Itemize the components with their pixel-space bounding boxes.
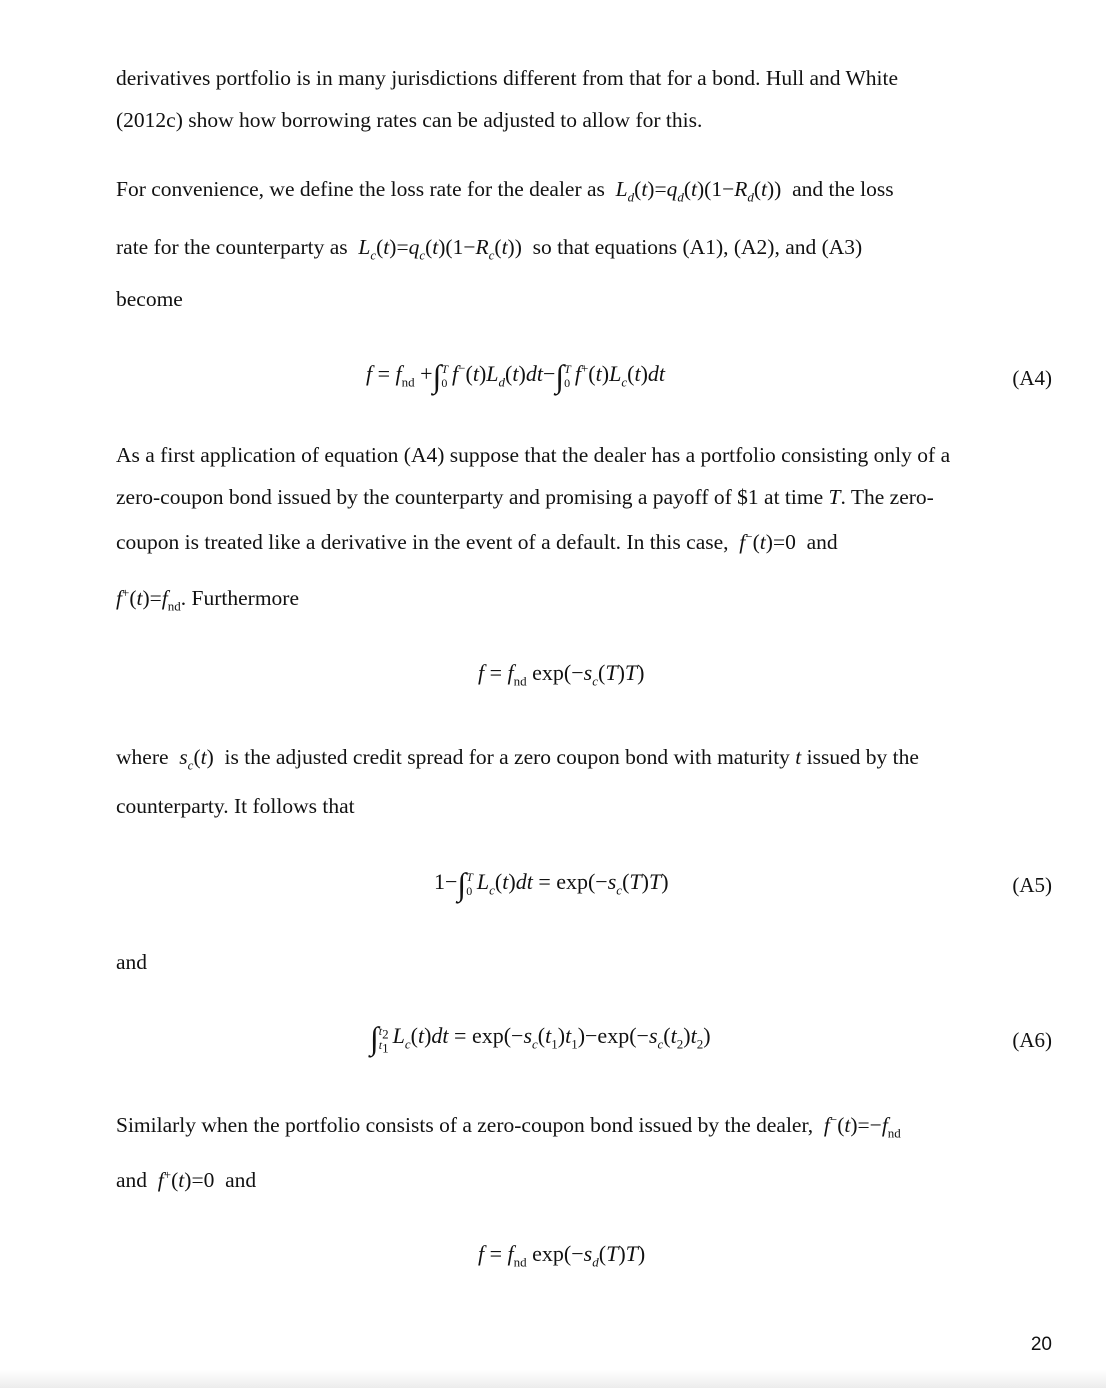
inline-math-f-plus: $f^+(t)=f_{nd}$ [116,584,181,614]
inline-math-spread: $s_c(t)$ [173,745,214,773]
inline-math-variable: t [795,745,802,769]
text-run: . The zero- [840,485,934,509]
text-run: issued by the [806,745,919,769]
equation-a5: 1−∫ T 0 $L_c(t)dt = \exp(-s_c(T)T)$ [434,866,669,902]
equation-number: (A4) [1012,366,1052,390]
inline-math-f-minus-dealer: $f^-(t)=-f_{nd}$ [818,1111,901,1141]
text-run: so that equations (A1), (A2), and (A3) [532,235,863,259]
text-run: and [116,1168,148,1192]
text-run: . Furthermore [180,586,299,610]
text-run: zero-coupon bond issued by the counterparty and promising a payoff of $1 at time [116,485,824,509]
paragraph-line [116,577,1056,619]
text-run: coupon is treated like a derivative in the event of a default. In this case, [116,530,729,554]
page-number: 20 [1030,1334,1052,1355]
paragraph-line: become [116,287,183,311]
text-run: and the loss [792,177,894,201]
text-run: where [116,745,169,769]
text-run: and [225,1168,257,1192]
paragraph-line [116,736,1056,778]
text-run: Similarly when the portfolio consists of a zero-coupon bond issued by the dealer, [116,1113,814,1137]
paragraph-line [116,476,1056,518]
text-run: For convenience, we define the loss rate for the dealer as [116,177,605,201]
inline-math-loss-rate-counterparty: $L_c(t)=q_c(t)(1-R_c(t))$ [352,235,522,263]
text-run: and [806,530,838,554]
equation-number: (A6) [1012,1028,1052,1052]
equation-zero-coupon-counterparty: $f = f_{nd}$ $\exp(-s_c(T)T)$ [478,660,645,689]
equation-number: (A5) [1012,873,1052,897]
text-run: is the adjusted credit spread for a zero coupon bond with maturity [224,745,790,769]
paragraph-line [116,521,1056,563]
inline-math-f-plus-zero: f+(t)=0 [152,1166,215,1192]
paragraph-line: (2012c) show how borrowing rates can be adjusted to allow for this. [116,108,703,132]
text-run: rate for the counterparty as [116,235,348,259]
paragraph-line: and [116,950,148,974]
inline-math-variable: T [828,485,841,509]
paragraph-line [116,1104,1056,1146]
paragraph-line [116,226,1056,268]
paragraph-line: As a first application of equation (A4) suppose that the dealer has a portfolio consisting only of a [116,443,951,467]
inline-math-f-minus: f−(t)=0 [733,528,796,554]
equation-a6: ∫ $t_2$ $t_1$ $L_c(t)dt = \exp(-s_c(t_1)t_1)-\exp(-s_c(t_2)t_2)$ [370,1020,711,1056]
equation-a4: $f = f_{nd}$ +∫ T 0 $f^-(t)L_d(t)dt-\int$ T 0 $f^+(t)L_c(t)dt$ [366,358,666,394]
paragraph-line: counterparty. It follows that [116,794,355,818]
paragraph-line: derivatives portfolio is in many jurisdictions different from that for a bond. Hull and White [116,66,898,90]
page-bottom-edge [0,1370,1106,1388]
paragraph-line [116,1159,1056,1201]
inline-math-loss-rate-dealer: $L_d(t)=q_d(t)(1-R_d(t))$ [610,177,782,205]
equation-zero-coupon-dealer: $f = f_{nd}$ $\exp(-s_d(T)T)$ [478,1241,646,1270]
paragraph-line [116,168,1056,210]
